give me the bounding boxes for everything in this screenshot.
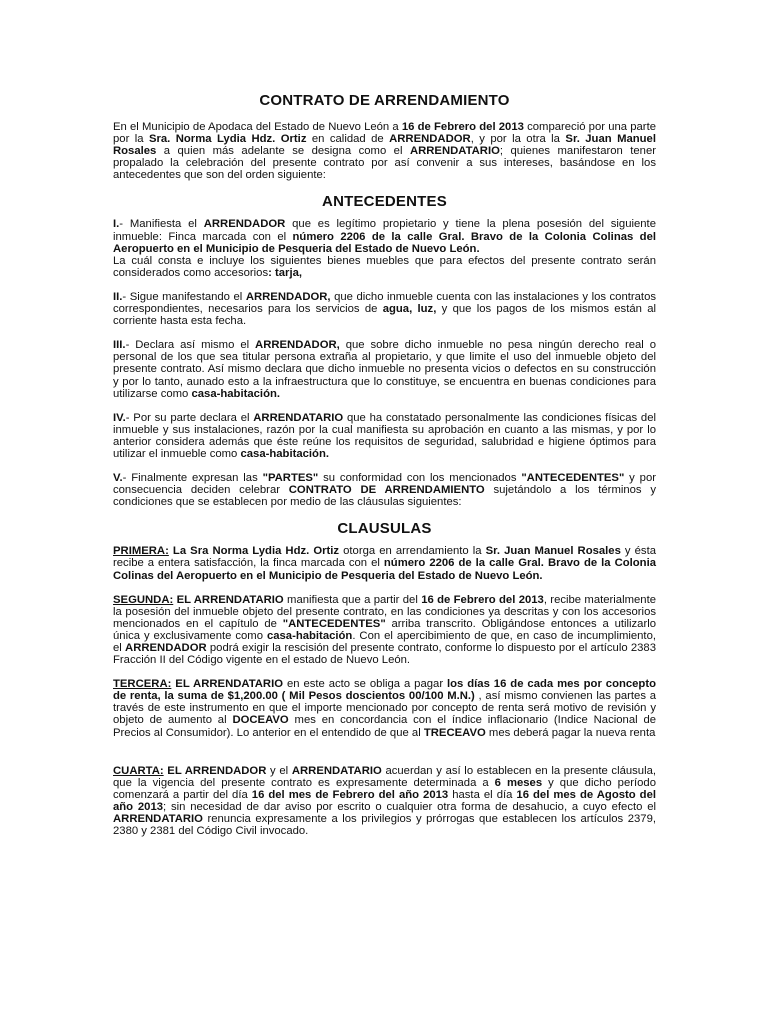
body-text: y ésta recibe a entera satisfacción, la finca marcada con el: [113, 545, 656, 570]
bold-text: Sr. Juan Manuel Rosales: [485, 545, 621, 558]
body-text: ; sin necesidad de dar aviso por escrito o cualquier otra forma de desahucio, a cuyo efecto el: [163, 800, 657, 813]
bold-text: II.: [113, 290, 123, 303]
body-text: mes en concordancia con el índice inflacionario (Indice Nacional de Precios al Consumidor). Lo anterior en el entendido de que al: [113, 714, 657, 739]
clausula-segunda: [113, 594, 656, 667]
bold-text: DOCEAVO: [232, 714, 289, 727]
body-text: otorga en arrendamiento la: [339, 545, 486, 558]
bold-text: EL ARRENDADOR: [163, 764, 267, 777]
clausula-primera: [113, 545, 656, 581]
body-text: que sobre dicho inmueble no pesa ningún derecho real o personal de los que sea titular persona extraña al propietario, y que limite el uso del inmueble objeto del presente contrato. Así mismo declara que dicho inmueble no presenta vicios o defectos en su construcción y por lo tanto, aunado esto a la infraestructura que lo constituye, se encuentra en buenas condiciones para utilizarse como: [113, 339, 656, 400]
body-text: compareció por una parte por la: [113, 121, 656, 146]
bold-text: "ANTECEDENTES": [521, 472, 625, 485]
contract-page: [113, 92, 656, 849]
bold-text: Sr. Juan Manuel Rosales: [113, 133, 656, 158]
document-title: CONTRATO DE ARRENDAMIENTO: [259, 92, 510, 109]
body-text: y que dicho período comenzará a partir del día: [113, 776, 657, 801]
bold-text: casa-habitación.: [191, 387, 281, 400]
body-text: arriba transcrito. Obligándose entonces a utilizarlo única y exclusivamente como: [113, 617, 657, 642]
body-text: y por consecuencia deciden celebrar: [113, 472, 656, 497]
body-text: manifiesta que a partir del: [283, 593, 422, 606]
bold-text: 16 de Febrero del 2013: [421, 593, 544, 606]
antecedentes-heading: ANTECEDENTES: [322, 193, 447, 211]
bold-text: número 2206 de la calle Gral. Bravo de la Colonia Colinas del Aeropuerto en el Municipio de Pesqueria del Estado de Nuevo León.: [113, 557, 656, 582]
bold-text: ARRENDADOR: [203, 218, 286, 231]
body-text: renuncia expresamente a los privilegios y prórrogas que establecen los artículos 2379, 2380 y 2381 del Código Civil invocado.: [113, 813, 656, 838]
clause-label: SEGUNDA:: [113, 593, 174, 606]
body-text: y que los pagos de los mismos están al corriente hasta esta fecha.: [113, 303, 656, 328]
bold-text: 16 del mes de Agosto del año 2013: [113, 788, 657, 813]
bold-text: los días 16 de cada mes por concepto de renta, la suma de $1,200.00 ( Mil Pesos doscientos 00/100 M.N.): [113, 678, 656, 703]
body-text: - Manifiesta el: [119, 218, 204, 231]
body-text: , y por la otra la: [470, 133, 566, 146]
bold-text: EL ARRENDATARIO: [173, 593, 284, 606]
bold-text: "ANTECEDENTES": [282, 617, 386, 630]
body-text: hasta el día: [448, 788, 517, 801]
body-text: que dicho inmueble cuenta con las instalaciones y los contratos correspondientes, necesarios para los servicios de: [113, 290, 657, 316]
body-text: en calidad de: [306, 133, 390, 146]
bold-text: EL ARRENDATARIO: [171, 678, 284, 691]
clause-label: CUARTA:: [113, 764, 164, 777]
body-text: en este acto se obliga a pagar: [283, 678, 448, 691]
bold-text: III.: [113, 339, 126, 352]
body-text: acuerdan y así lo establecen en la presente cláusula, que la vigencia del presente contrato es expresamente determinada a: [113, 764, 657, 789]
bold-text: CONTRATO DE ARRENDAMIENTO: [288, 484, 485, 497]
bold-text: número 2206 de la calle Gral. Bravo de la Colonia Colinas del Aeropuerto en el Municipio de Pesqueria del Estado de Nuevo León.: [113, 230, 656, 255]
body-text: que es legítimo propietario y tiene la plena posesión del siguiente inmueble: Finca marcada con el: [113, 218, 656, 243]
body-text: - Declara así mismo el: [125, 339, 256, 352]
body-text: su conformidad con los mencionados: [318, 472, 522, 485]
body-text: podrá exigir la rescisión del presente contrato, conforme lo dispuesto por el artículo 2383 Fracción II del Código vigente en el estado de Nuevo León.: [113, 642, 656, 667]
body-text: ; quienes manifestaron tener propalado la celebración del presente contrato por así convenir a sus intereses, basándose en los antecedentes que son del orden siguiente:: [113, 145, 657, 182]
antecedente-ii: [113, 291, 656, 327]
intro-paragraph: [113, 121, 656, 181]
body-text: . Con el apercibimiento de que, en caso de incumplimiento, el: [113, 629, 656, 654]
bold-text: TRECEAVO: [423, 726, 486, 739]
body-text: - Sigue manifestando el: [122, 290, 246, 303]
antecedente-iv: [113, 412, 656, 460]
body-text: - Finalmente expresan las: [122, 472, 263, 485]
bold-text: IV.: [113, 411, 126, 424]
clausula-cuarta: [113, 765, 656, 838]
body-text: En el Municipio de Apodaca del Estado de Nuevo León a: [113, 121, 402, 133]
clause-label: TERCERA:: [113, 678, 172, 691]
bold-text: ARRENDATARIO: [409, 145, 500, 158]
bold-text: ARRENDATARIO: [113, 813, 203, 826]
bold-text: ARRENDADOR,: [255, 339, 340, 352]
bold-text: ARRENDADOR: [125, 642, 207, 654]
bold-text: ARRENDATARIO: [253, 411, 344, 424]
body-text: que ha constatado personalmente las condiciones físicas del inmueble y sus instalaciones, razón por la cual manifiesta su aprobación en cuanto a las mismas, y por lo anterior considera además que éste reúne los requisitos de seguridad, salubridad e higiene óptimos para utilizar el inmueble como: [113, 411, 656, 460]
antecedente-iii: [113, 339, 656, 399]
clause-label: PRIMERA:: [113, 545, 169, 558]
bold-text: 16 de Febrero del 2013: [401, 121, 524, 133]
bold-text: I.: [113, 218, 120, 231]
body-text: - Por su parte declara el: [125, 411, 254, 424]
bold-text: agua, luz,: [382, 303, 437, 316]
bold-text: V.: [113, 472, 123, 485]
body-text: La cuál consta e incluye los siguientes bienes muebles que para efectos del presente contrato serán considerados como accesorios: [113, 254, 656, 279]
body-text: sujetándolo a los términos y condiciones que se establecen por medio de las cláusulas siguientes:: [113, 484, 656, 509]
clausula-tercera: [113, 678, 656, 738]
body-text: a quien más adelante se designa como el: [156, 145, 410, 158]
body-text: , así mismo convienen las partes a través de este instrumento en que el importe mencionado por concepto de renta será motivo de revisión y objeto de aumento al: [113, 690, 656, 727]
bold-text: ARRENDADOR,: [245, 290, 331, 303]
bold-text: "PARTES": [262, 472, 319, 485]
body-text: y el: [266, 764, 292, 777]
antecedente-i: [113, 218, 656, 278]
clausulas-heading: CLAUSULAS: [337, 520, 432, 538]
bold-text: casa-habitación: [266, 629, 353, 642]
body-text: mes deberá pagar la nueva renta: [485, 726, 656, 739]
bold-text: ARRENDATARIO: [291, 764, 382, 777]
bold-text: Sra. Norma Lydia Hdz. Ortiz: [148, 133, 307, 146]
bold-text: : tarja,: [268, 266, 303, 279]
body-text: , recibe materialmente la posesión del inmueble objeto del presente contrato, en las condiciones ya descritas y con los accesorios mencionados en el capítulo de: [113, 593, 656, 630]
bold-text: casa-habitación.: [240, 447, 329, 460]
bold-text: La Sra Norma Lydia Hdz. Ortiz: [168, 545, 340, 558]
antecedente-v: [113, 472, 656, 508]
spacer: [113, 751, 656, 765]
bold-text: ARRENDADOR: [389, 133, 471, 146]
bold-text: 16 del mes de Febrero del año 2013: [251, 788, 449, 801]
bold-text: 6 meses: [494, 776, 543, 789]
